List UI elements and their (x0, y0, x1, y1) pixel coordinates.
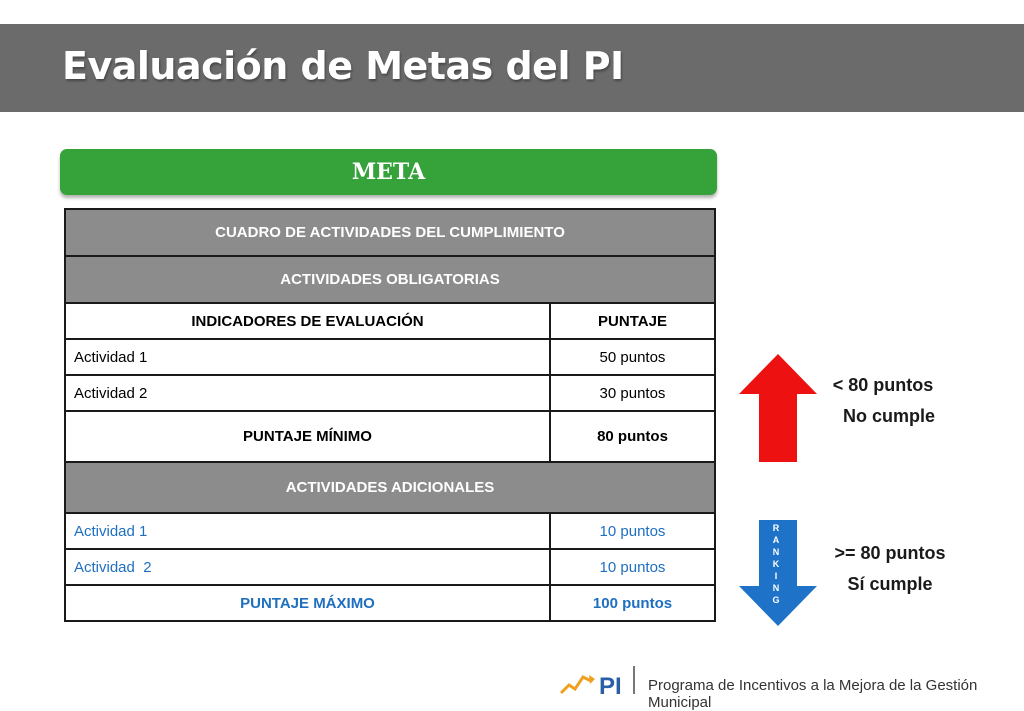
ranking-letter: N (772, 547, 780, 557)
arrow-up-icon (739, 354, 817, 462)
no-cumple-label: No cumple (842, 406, 935, 426)
table-row (65, 375, 715, 411)
ranking-letter: A (772, 535, 780, 545)
max-score-value: 100 puntos (550, 585, 715, 621)
footer-divider (633, 666, 635, 694)
points-cell: 10 puntos (550, 513, 715, 549)
min-score-value: 80 puntos (550, 411, 715, 462)
ranking-letter: I (774, 571, 778, 581)
table-header-adicionales: ACTIVIDADES ADICIONALES (65, 462, 715, 513)
table-header-cuadro: CUADRO DE ACTIVIDADES DEL CUMPLIMIENTO (65, 209, 715, 256)
table-row (65, 513, 715, 549)
ranking-label (768, 522, 784, 606)
activities-table (64, 208, 716, 622)
min-score-row (65, 411, 715, 462)
table-row (65, 339, 715, 375)
table-header-obligatorias: ACTIVIDADES OBLIGATORIAS (65, 256, 715, 303)
table-row (65, 549, 715, 585)
ranking-letter: N (772, 583, 780, 593)
column-header-indicadores: INDICADORES DE EVALUACIÓN (65, 303, 550, 339)
points-cell: 10 puntos (550, 549, 715, 585)
activity-cell: Actividad 1 (65, 513, 550, 549)
above-threshold-label: >= 80 puntos (834, 543, 946, 563)
points-cell: 50 puntos (550, 339, 715, 375)
activity-cell: Actividad 2 (65, 549, 550, 585)
max-score-label: PUNTAJE MÁXIMO (65, 585, 550, 621)
si-cumple-label: Sí cumple (847, 574, 933, 594)
pi-logo-icon (559, 667, 629, 699)
below-threshold-label: < 80 puntos (832, 375, 934, 395)
activity-cell: Actividad 2 (65, 375, 550, 411)
ranking-letter: G (772, 595, 780, 605)
activity-cell: Actividad 1 (65, 339, 550, 375)
max-score-row (65, 585, 715, 621)
title-bar (0, 24, 1024, 112)
column-header-puntaje: PUNTAJE (550, 303, 715, 339)
footer-text: Programa de Incentivos a la Mejora de la Gestión Municipal (648, 677, 978, 711)
points-cell: 30 puntos (550, 375, 715, 411)
page-title: Evaluación de Metas del PI (62, 44, 624, 88)
meta-banner: META (60, 149, 717, 195)
min-score-label: PUNTAJE MÍNIMO (65, 411, 550, 462)
pi-logo-text: PI (599, 673, 622, 699)
ranking-letter: K (772, 559, 780, 569)
ranking-letter: R (772, 523, 780, 533)
